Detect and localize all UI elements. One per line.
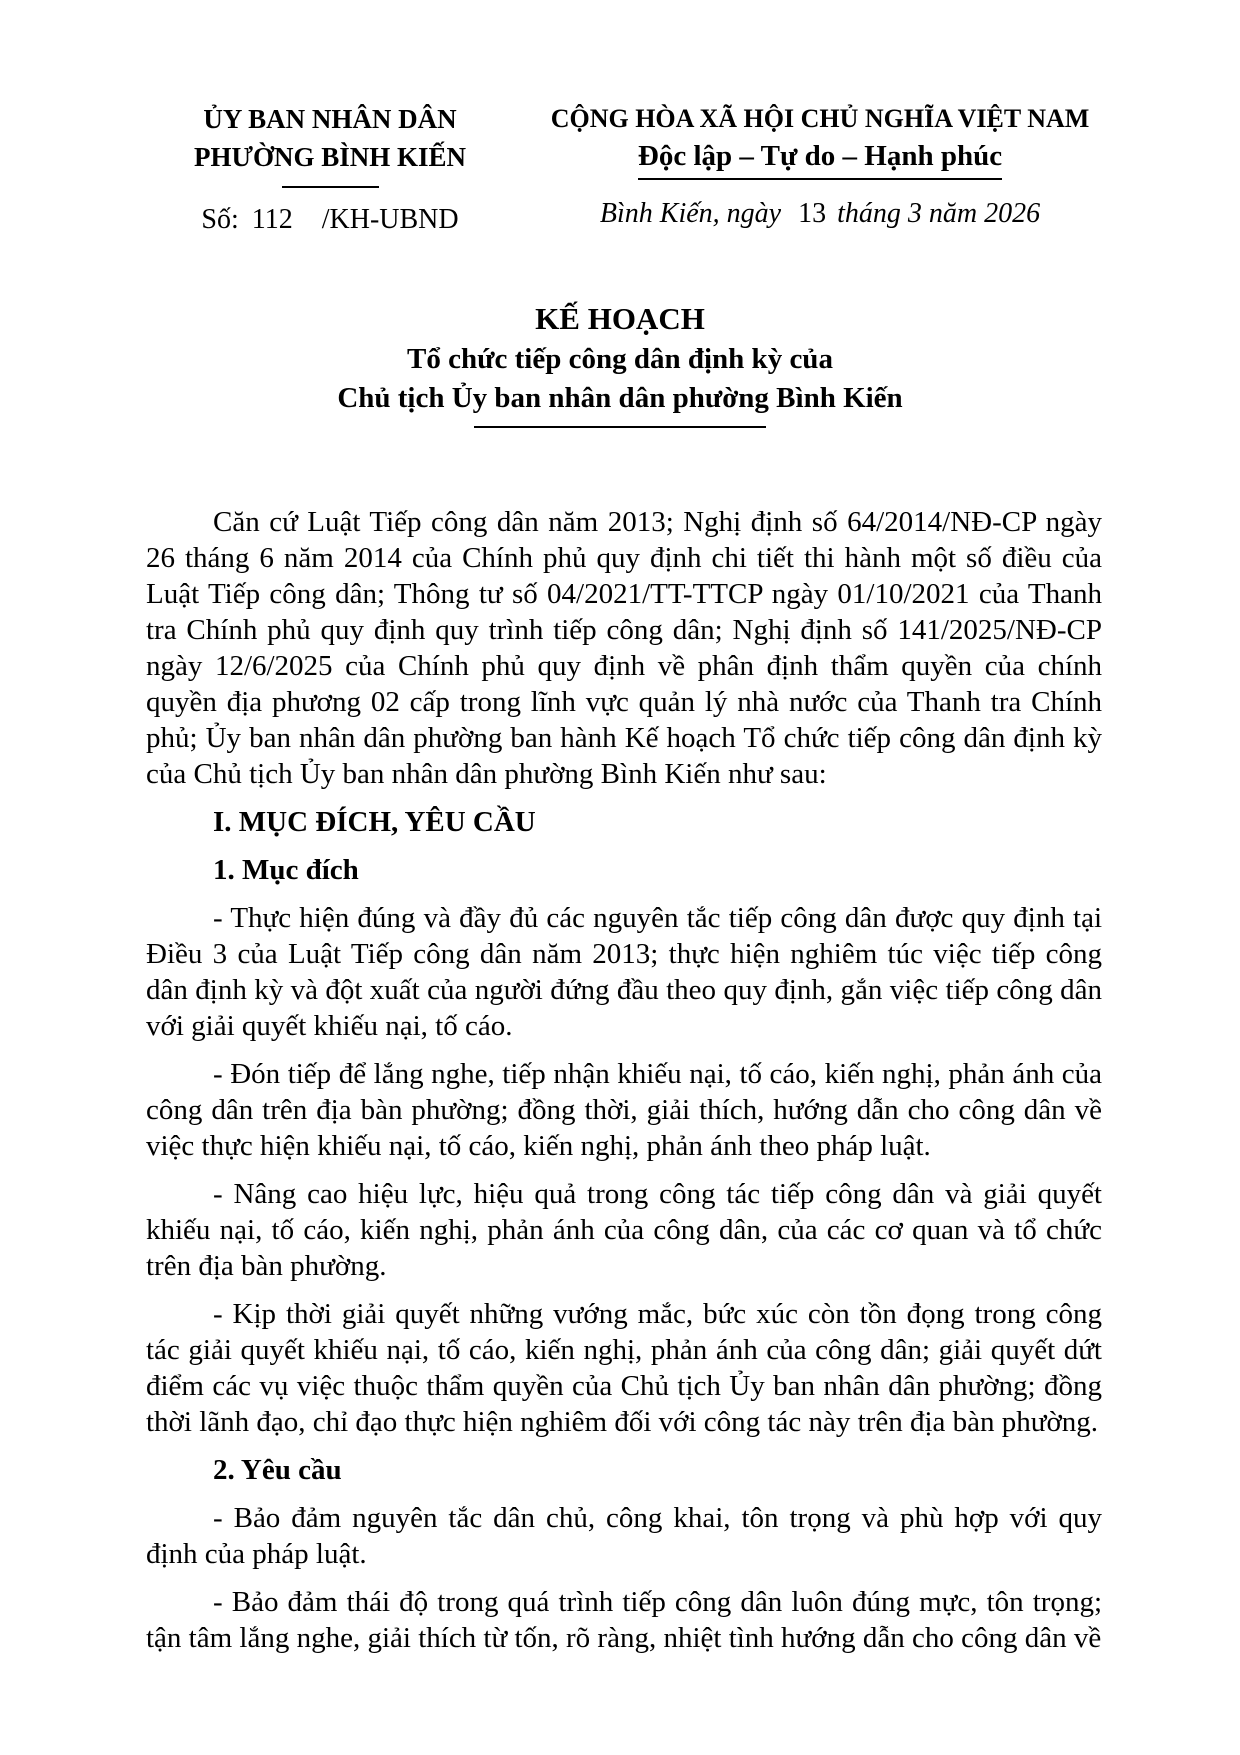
- national-motto-line1: CỘNG HÒA XÃ HỘI CHỦ NGHĨA VIỆT NAM: [550, 104, 1090, 133]
- place-date-suffix: tháng 3 năm 2026: [837, 198, 1041, 229]
- sub2-paragraph-1: - Bảo đảm nguyên tắc dân chủ, công khai, tôn trọng và phù hợp với quy định của pháp luật.: [146, 1502, 1102, 1570]
- sub1-heading: 1. Mục đích: [213, 854, 359, 886]
- issuing-authority-block: [150, 100, 510, 236]
- org-name-line1: ỦY BAN NHÂN DÂN: [203, 104, 457, 134]
- sub2-heading: 2. Yêu cầu: [213, 1454, 342, 1486]
- national-header-block: [540, 100, 1100, 236]
- document-number-label: Số:: [201, 204, 239, 235]
- place-date-line: [540, 198, 1100, 230]
- section1-heading: I. MỤC ĐÍCH, YÊU CẦU: [213, 806, 536, 838]
- sub2-paragraph-2: - Bảo đảm thái độ trong quá trình tiếp công dân luôn đúng mực, tôn trọng; tận tâm lắng nghe, giải thích từ tốn, rõ ràng, nhiệt tình hướng dẫn cho công dân về: [146, 1586, 1102, 1654]
- intro-paragraph: Căn cứ Luật Tiếp công dân năm 2013; Nghị định số 64/2014/NĐ-CP ngày 26 tháng 6 năm 2014 của Chính phủ quy định chi tiết thi hành một số điều của Luật Tiếp công dân; Thông tư số 04/2021/TT-TTCP ngày 01/10/2021 của Thanh tra Chính phủ quy định quy trình tiếp công dân; Nghị định số 141/2025/NĐ-CP ngày 12/6/2025 của Chính phủ quy định về phân định thẩm quyền của chính quyền địa phương 02 cấp trong lĩnh vực quản lý nhà nước của Thanh tra Chính phủ; Ủy ban nhân dân phường ban hành Kế hoạch Tổ chức tiếp công dân định kỳ của Chủ tịch Ủy ban nhân dân phường Bình Kiến như sau:: [146, 506, 1102, 790]
- document-title-block: [0, 298, 1240, 428]
- date-day-value: 13: [798, 198, 827, 229]
- org-name-underline: [282, 186, 379, 188]
- title-subject-line2: Chủ tịch Ủy ban nhân dân phường Bình Kiến: [337, 382, 903, 414]
- document-number-value: 112: [251, 204, 293, 235]
- document-body: [146, 504, 1102, 1656]
- sub1-paragraph-4: - Kịp thời giải quyết những vướng mắc, bức xúc còn tồn đọng trong công tác giải quyết khiếu nại, tố cáo, kiến nghị, phản ánh của công dân; giải quyết dứt điểm các vụ việc thuộc thẩm quyền của Chủ tịch Ủy ban nhân dân phường; đồng thời lãnh đạo, chỉ đạo thực hiện nghiêm đối với công tác này trên địa bàn phường.: [146, 1298, 1102, 1438]
- document-type-title: KẾ HOẠCH: [535, 301, 705, 336]
- document-number-line: [150, 204, 510, 236]
- title-subject-line1: Tổ chức tiếp công dân định kỳ của: [407, 343, 833, 375]
- org-name-line2: PHƯỜNG BÌNH KIẾN: [193, 142, 467, 172]
- sub1-paragraph-1: - Thực hiện đúng và đầy đủ các nguyên tắc tiếp công dân được quy định tại Điều 3 của Luật Tiếp công dân năm 2013; thực hiện nghiêm túc việc tiếp công dân định kỳ và đột xuất của người đứng đầu theo quy định, gắn việc tiếp công dân với giải quyết khiếu nại, tố cáo.: [146, 902, 1102, 1042]
- place-date-prefix: Bình Kiến, ngày: [599, 198, 782, 229]
- national-motto-text: Độc lập – Tự do – Hạnh phúc: [638, 140, 1002, 180]
- title-underline: [474, 426, 766, 428]
- document-header: [0, 0, 1240, 236]
- document-number-suffix: /KH-UBND: [321, 204, 459, 235]
- sub1-paragraph-2: - Đón tiếp để lắng nghe, tiếp nhận khiếu nại, tố cáo, kiến nghị, phản ánh của công dân trên địa bàn phường; đồng thời, giải thích, hướng dẫn cho công dân về việc thực hiện khiếu nại, tố cáo, kiến nghị, phản ánh theo pháp luật.: [146, 1058, 1102, 1162]
- national-motto-line2: [540, 140, 1100, 180]
- sub1-paragraph-3: - Nâng cao hiệu lực, hiệu quả trong công tác tiếp công dân và giải quyết khiếu nại, tố cáo, kiến nghị, phản ánh của công dân, của các cơ quan và tổ chức trên địa bàn phường.: [146, 1178, 1102, 1282]
